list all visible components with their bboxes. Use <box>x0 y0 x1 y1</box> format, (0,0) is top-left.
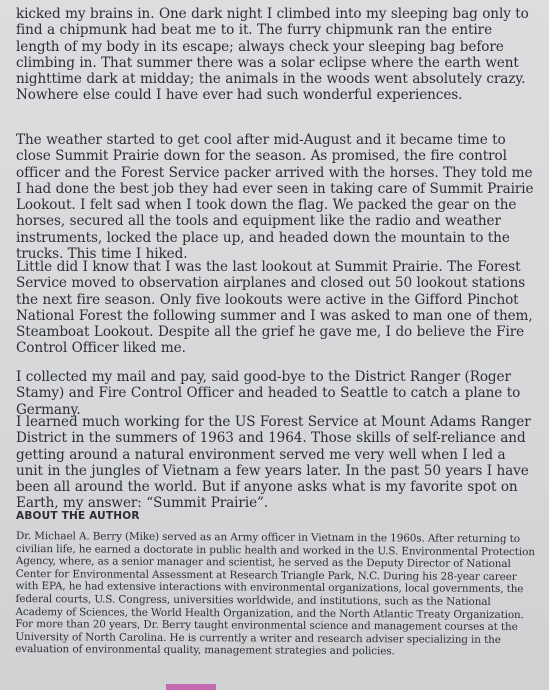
paragraph-season-end: The weather started to get cool after mid-August and it became time to close Summit Prairie down for the season. As promised, the fire control officer and the Forest Service packer arrived with the horses. They told me I had done the best job they had ever seen in taking care of Summit Prairie Lookout. I felt sad when I took down the flag. We packed the gear on the horses, secured all the tools and equipment like the radio and weather instruments, locked the place up, and headed down the mountain to the trucks. This time I hiked. <box>16 132 534 263</box>
about-author-heading: ABOUT THE AUTHOR <box>16 510 140 522</box>
paragraph-reflection: I learned much working for the US Forest Service at Mount Adams Ranger District in the summers of 1963 and 1964. Those skills of self-reliance and getting around a natural environment served me very well when I led a unit in the jungles of Vietnam a few years later. In the past 50 years I have been all around the world. But if anyone asks what is my favorite spot on Earth, my answer: “Summit Prairie”. <box>16 414 531 512</box>
author-bio: Dr. Michael A. Berry (Mike) served as an Army officer in Vietnam in the 1960s. After returning to civilian life, he earned a doctorate in public health and worked in the U.S. Environmental Protection Agency, where, as a senior manager and scientist, he served as the Deputy Director of National Center for Environmental Assessment at Research Triangle Park, N.C. During his 28-year career with EPA, he had extensive interactions with environmental organizations, local governments, the federal courts, U.S. Congress, universities worldwide, and institutions, such as the National Academy of Sciences, the World Health Organization, and the North Atlantic Treaty Organization. For more than 20 years, Dr. Berry taught environmental science and management courses at the University of North Carolina. He is currently a writer and research adviser specializing in the evaluation of environmental quality, management strategies and policies. <box>15 530 535 658</box>
page-edge-mark <box>166 684 216 690</box>
paragraph-last-lookout: Little did I know that I was the last lookout at Summit Prairie. The Forest Service moved to observation airplanes and closed out 50 lookout stations the next fire season. Only five lookouts were active in the Gifford Pinchot National Forest the following summer and I was asked to man one of them, Steamboat Lookout. Despite all the grief he gave me, I do believe the Fire Control Officer liked me. <box>16 259 533 357</box>
paragraph-departure: I collected my mail and pay, said good-bye to the District Ranger (Roger Stamy) and Fire Control Officer and headed to Seattle to catch a plane to Germany. <box>16 369 521 418</box>
paragraph-chipmunk: kicked my brains in. One dark night I climbed into my sleeping bag only to find a chipmunk had beat me to it. The furry chipmunk ran the entire length of my body in its escape; always check your sleeping bag before climbing in. That summer there was a solar eclipse where the earth went nighttime dark at midday; the animals in the woods went absolutely crazy. Nowhere else could I have ever had such wonderful experiences. <box>16 6 529 104</box>
